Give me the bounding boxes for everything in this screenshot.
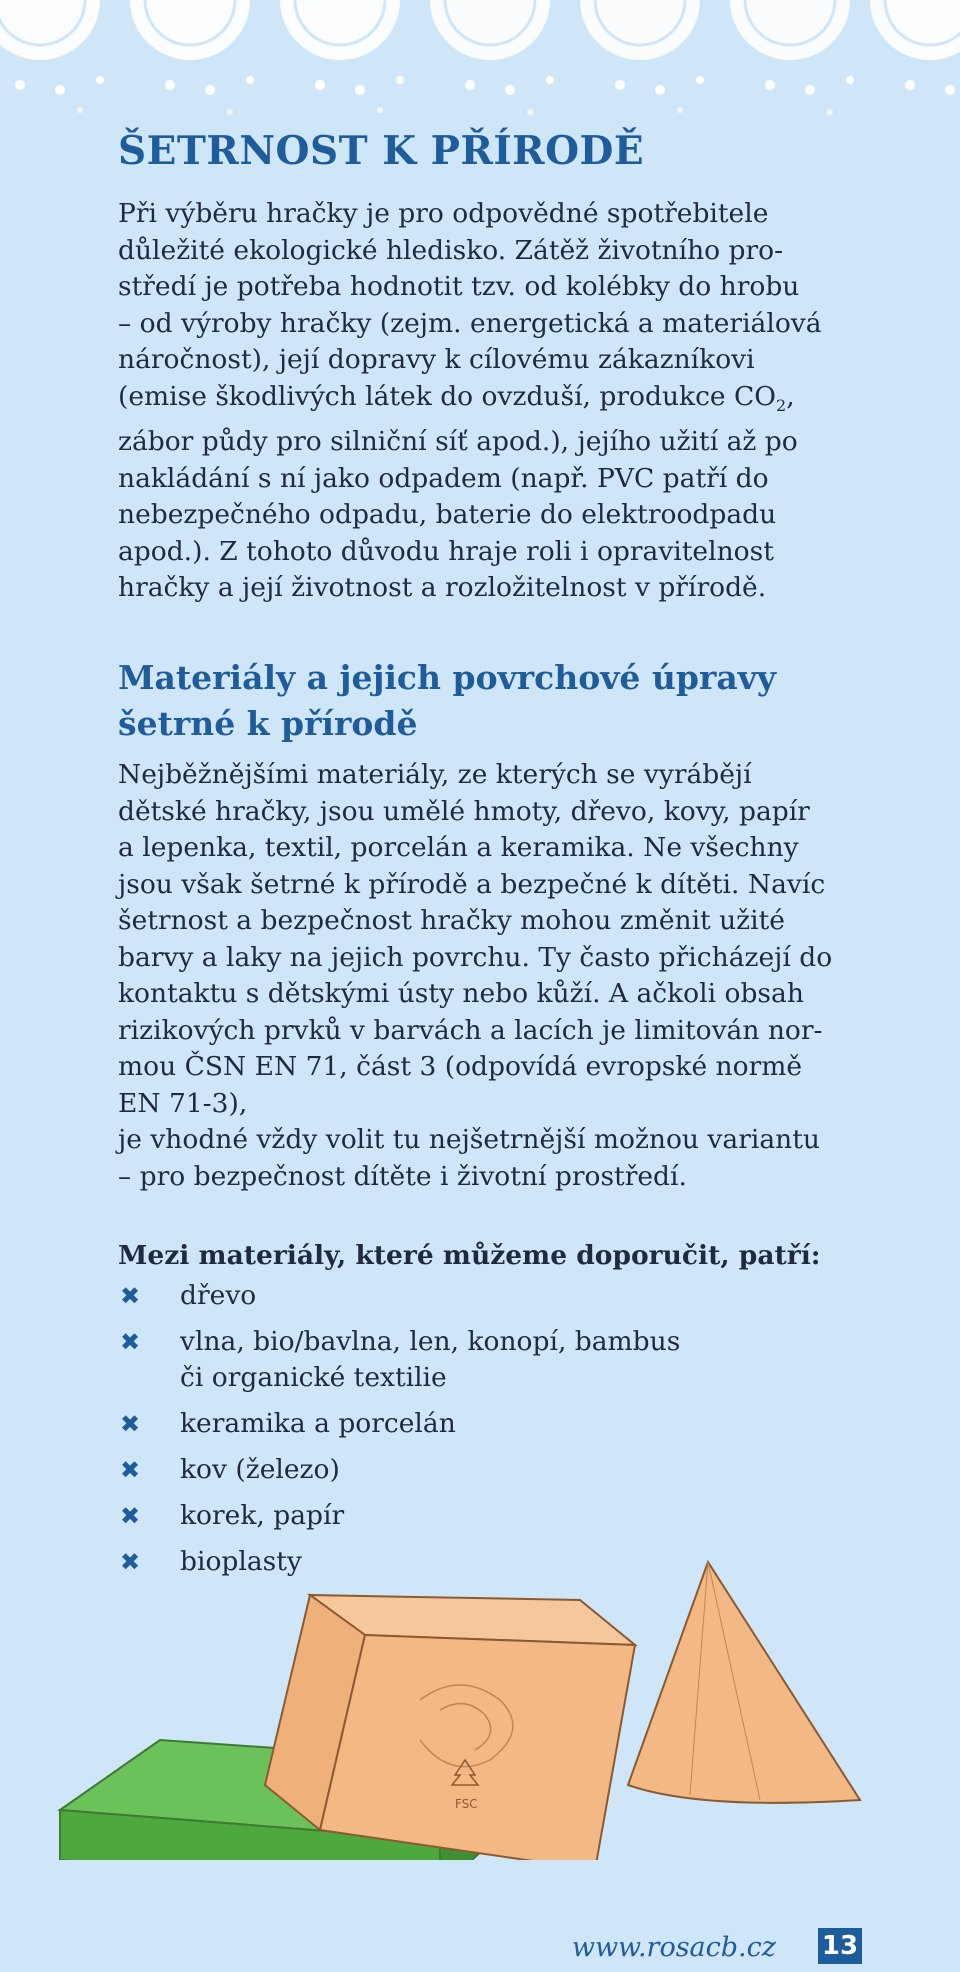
text-line: šetrnost a bezpečnost hračky mohou změnit užité <box>118 905 785 936</box>
text-line: apod.). Z tohoto důvodu hraje roli i opravitelnost <box>118 535 774 567</box>
text-line: (emise škodlivých látek do ovzduší, produkce CO <box>118 380 777 412</box>
cross-bullet-icon: ✖ <box>120 1410 141 1438</box>
page-number: 13 <box>818 1928 862 1964</box>
cross-bullet-icon: ✖ <box>120 1456 141 1484</box>
list-item-text: keramika a porcelán <box>180 1408 456 1439</box>
list-item-text: bioplasty <box>180 1546 302 1577</box>
list-item <box>118 1452 680 1488</box>
subheading-line: šetrné k přírodě <box>118 704 418 743</box>
text-line: mou ČSN EN 71, část 3 (odpovídá evropské normě <box>118 1051 803 1082</box>
text-line: nakládání s ní jako odpadem (např. PVC patří do <box>118 462 769 494</box>
text-line: Při výběru hračky je pro odpovědné spotřebitele <box>118 198 769 229</box>
cross-bullet-icon: ✖ <box>120 1282 141 1310</box>
text-line: a lepenka, textil, porcelán a keramika. Ne všechny <box>118 832 799 863</box>
footer-website-link[interactable]: www.rosacb.cz <box>571 1932 776 1963</box>
cross-bullet-icon: ✖ <box>120 1502 141 1530</box>
wooden-cone <box>628 1562 860 1803</box>
wooden-cube <box>265 1595 635 1860</box>
text-line: rizikových prvků v barvách a lacích je limitován nor- <box>118 1014 823 1046</box>
list-item <box>118 1498 680 1534</box>
recommended-materials-list <box>118 1278 680 1590</box>
page-heading: ŠETRNOST K PŘÍRODĚ <box>118 128 645 174</box>
co2-tail: , <box>786 380 795 412</box>
text-line: středí je potřeba hodnotit tzv. od kolébky do hrobu <box>118 271 800 302</box>
list-item-text: korek, papír <box>180 1500 345 1531</box>
lace-border-decoration <box>0 0 960 130</box>
cross-bullet-icon: ✖ <box>120 1548 141 1576</box>
text-line: jsou však šetrné k přírodě a bezpečné k dítěti. Navíc <box>118 868 826 900</box>
list-item <box>118 1324 680 1396</box>
text-line: je vhodné vždy volit tu nejšetrnější možnou variantu <box>118 1124 820 1155</box>
text-line: náročnost), její dopravy k cílovému zákazníkovi <box>118 344 755 375</box>
text-line: hračky a její životnost a rozložitelnost v přírodě. <box>118 572 767 603</box>
subheading-line: Materiály a jejich povrchové úpravy <box>118 658 777 697</box>
text-line: barvy a laky na jejich povrchu. Ty často přicházejí do <box>118 941 833 973</box>
text-line: Nejběžnějšími materiály, ze kterých se vyrábějí <box>118 759 752 790</box>
list-item <box>118 1406 680 1442</box>
list-item-text: dřevo <box>180 1280 257 1311</box>
text-line: důležité ekologické hledisko. Zátěž životního pro- <box>118 234 784 266</box>
text-line: dětské hračky, jsou umělé hmoty, dřevo, kovy, papír <box>118 795 810 827</box>
co2-subscript: 2 <box>776 395 787 415</box>
text-line: nebezpečného odpadu, baterie do elektroodpadu <box>118 499 777 530</box>
list-item-text: kov (železo) <box>180 1454 340 1485</box>
text-line: – od výroby hračky (zejm. energetická a materiálová <box>118 307 822 339</box>
toy-blocks-illustration <box>0 1560 960 1860</box>
text-line: EN 71-3), <box>118 1087 248 1119</box>
text-line: zábor půdy pro silniční síť apod.), jejího užití až po <box>118 426 798 457</box>
materials-paragraph <box>118 757 832 1195</box>
cross-bullet-icon: ✖ <box>120 1328 141 1356</box>
list-item-text: či organické textilie <box>180 1362 447 1393</box>
list-item <box>118 1278 680 1314</box>
section-subheading <box>118 655 776 747</box>
list-title: Mezi materiály, které můžeme doporučit, patří: <box>118 1240 821 1271</box>
list-item-text: vlna, bio/bavlna, len, konopí, bambus <box>180 1326 681 1357</box>
fsc-logo-label: FSC <box>455 1797 478 1811</box>
text-line: – pro bezpečnost dítěte i životní prostředí. <box>118 1160 687 1192</box>
intro-paragraph <box>118 196 822 607</box>
text-line: kontaktu s dětskými ústy nebo kůží. A ačkoli obsah <box>118 978 804 1009</box>
